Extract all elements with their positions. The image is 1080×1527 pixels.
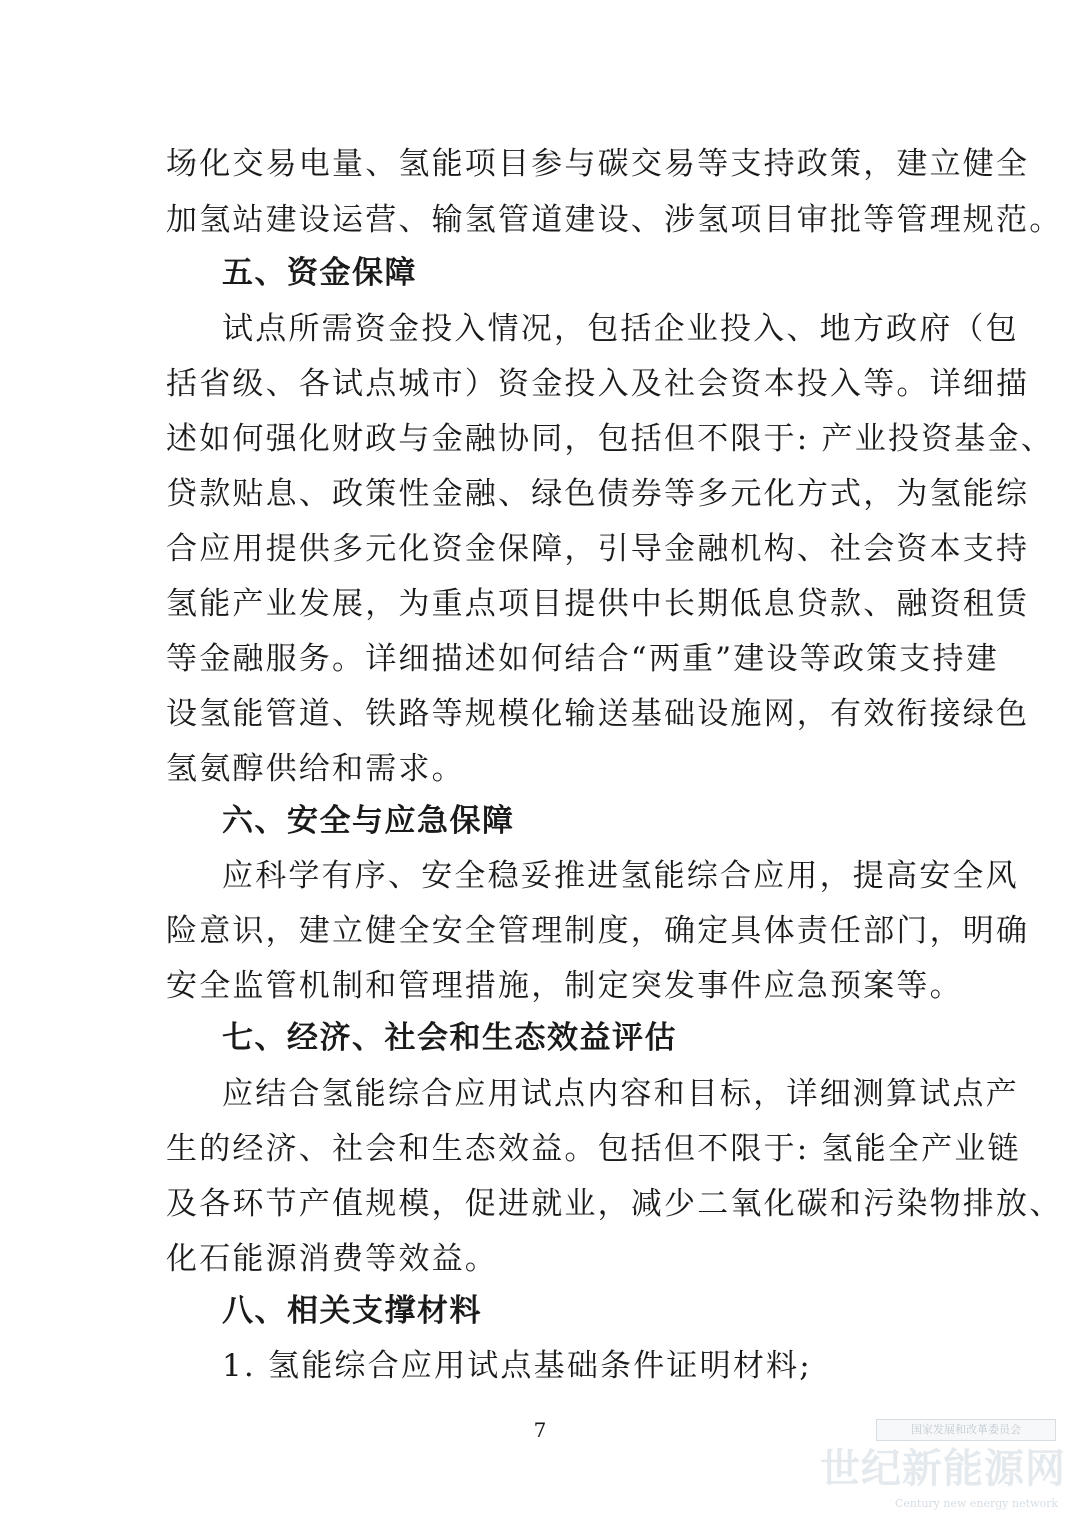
- text-line: 1. 氢能综合应用试点基础条件证明材料;: [222, 1348, 812, 1384]
- text-line: 合应用提供多元化资金保障，引导金融机构、社会资本支持: [166, 531, 1030, 567]
- text-line: 安全监管机制和管理措施，制定突发事件应急预案等。: [166, 968, 963, 1004]
- section-heading-funding: 五、资金保障: [222, 255, 417, 291]
- section-heading-materials: 八、相关支撑材料: [222, 1293, 482, 1329]
- section-heading-benefits: 七、经济、社会和生态效益评估: [222, 1020, 677, 1056]
- text-line: 险意识，建立健全安全管理制度，确定具体责任部门，明确: [166, 913, 1030, 949]
- section-heading-safety: 六、安全与应急保障: [222, 803, 515, 839]
- text-line: 应结合氢能综合应用试点内容和目标，详细测算试点产: [222, 1076, 1019, 1112]
- text-line: 括省级、各试点城市）资金投入及社会资本投入等。详细描: [166, 366, 1030, 402]
- text-line: 贷款贴息、政策性金融、绿色债券等多元化方式，为氢能综: [166, 476, 1030, 512]
- text-line: 加氢站建设运营、输氢管道建设、涉氢项目审批等管理规范。: [166, 202, 1063, 238]
- watermark-sub-text: Century new energy network: [894, 1497, 1058, 1510]
- watermark-main-text: 世纪新能源网: [820, 1446, 1066, 1492]
- text-line: 氢氨醇供给和需求。: [166, 751, 465, 787]
- text-line: 试点所需资金投入情况，包括企业投入、地方政府（包: [222, 311, 1019, 347]
- watermark-top-text: 国家发展和改革委员会: [876, 1419, 1056, 1441]
- text-line: 化石能源消费等效益。: [166, 1241, 498, 1277]
- watermark-logo: [820, 1419, 1066, 1519]
- text-line: 场化交易电量、氢能项目参与碳交易等支持政策，建立健全: [166, 146, 1030, 182]
- text-line: 述如何强化财政与金融协同，包括但不限于: 产业投资基金、: [166, 421, 1054, 457]
- text-line: 设氢能管道、铁路等规模化输送基础设施网，有效衔接绿色: [166, 696, 1030, 732]
- text-line: 氢能产业发展，为重点项目提供中长期低息贷款、融资租赁: [166, 586, 1030, 622]
- page-number: 7: [533, 1418, 547, 1442]
- text-line: 生的经济、社会和生态效益。包括但不限于: 氢能全产业链: [166, 1131, 1021, 1167]
- text-line: 及各环节产值规模，促进就业，减少二氧化碳和污染物排放、: [166, 1186, 1063, 1222]
- text-line: 应科学有序、安全稳妥推进氢能综合应用，提高安全风: [222, 858, 1019, 894]
- text-line: 等金融服务。详细描述如何结合“两重”建设等政策支持建: [166, 641, 999, 677]
